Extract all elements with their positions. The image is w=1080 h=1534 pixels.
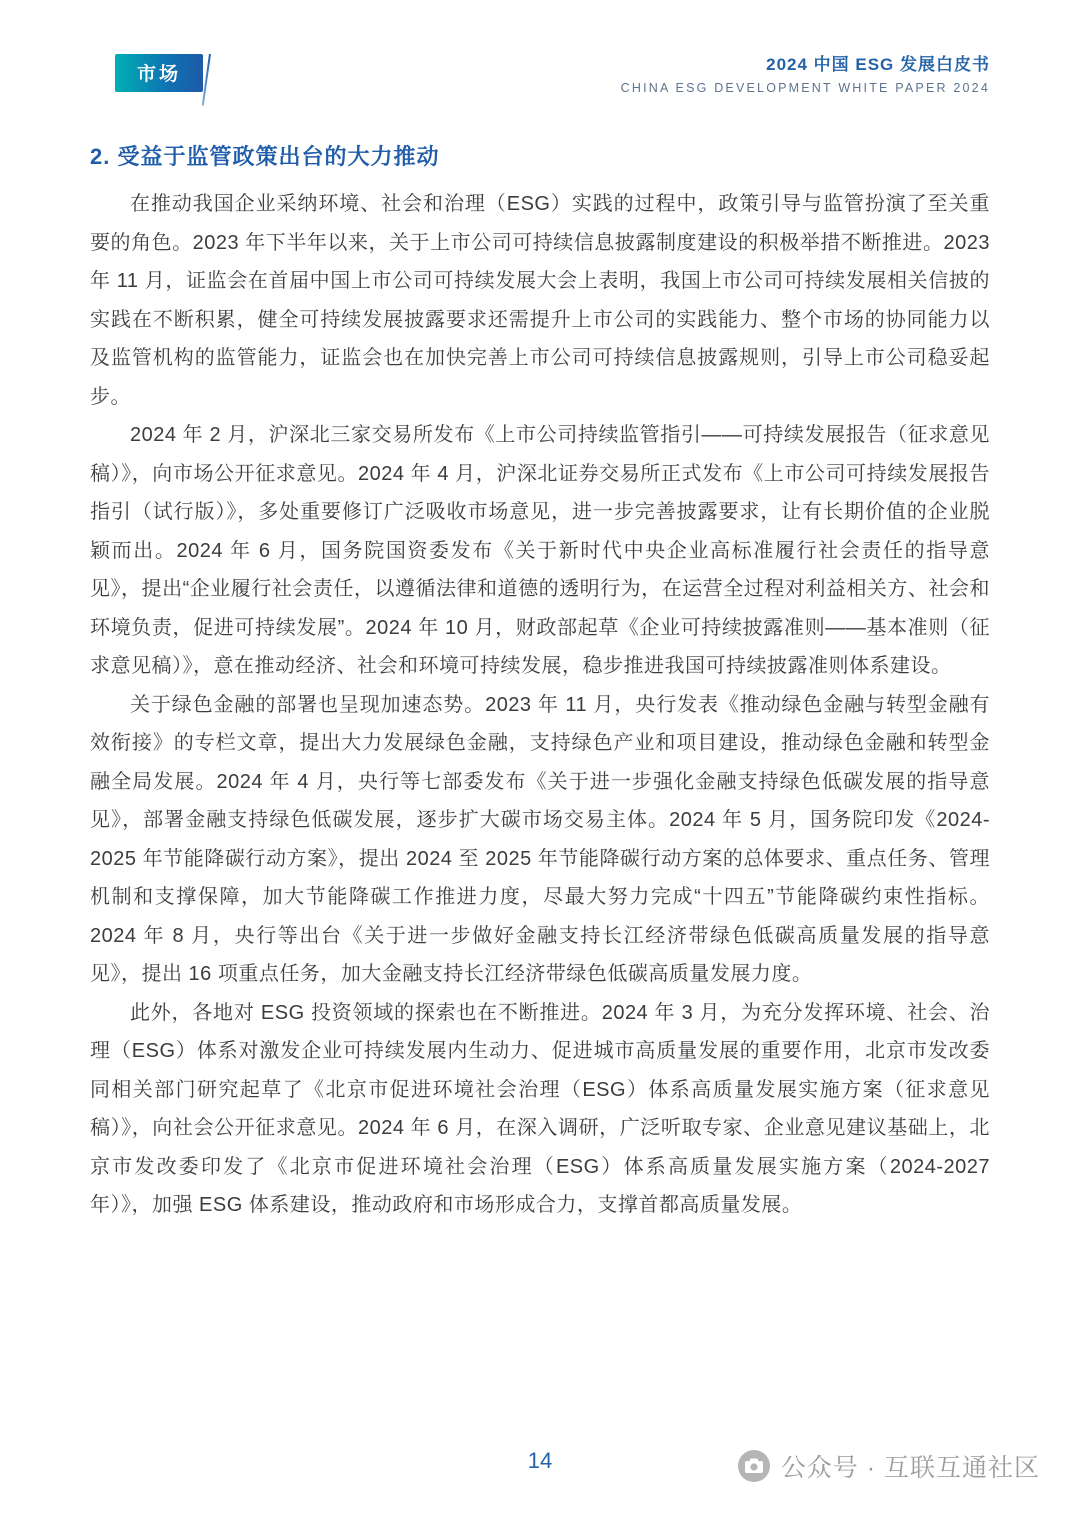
report-title-cn: 2024 中国 ESG 发展白皮书 [766,55,990,74]
paragraph-1: 在推动我国企业采纳环境、社会和治理（ESG）实践的过程中，政策引导与监管扮演了至关重要的角色。2023 年下半年以来，关于上市公司可持续信息披露制度建设的积极举措不断推进。2023 年 11 月，证监会在首届中国上市公司可持续发展大会上表明，我国上市公司可持续发展相关信披的实践在不断积累，健全可持续发展披露要求还需提升上市公司的实践能力、整个市场的协同能力以及监管机构的监管能力，证监会也在加快完善上市公司可持续信息披露规则，引导上市公司稳妥起步。 [90,193,990,408]
section-badge-wrap [115,54,203,92]
section-badge: 市场 [115,54,203,92]
paragraph-2: 2024 年 2 月，沪深北三家交易所发布《上市公司持续监管指引——可持续发展报告（征求意见稿）》，向市场公开征求意见。2024 年 4 月，沪深北证券交易所正式发布《上市公司可持续发展报告指引（试行版）》，多处重要修订广泛吸收市场意见，进一步完善披露要求，让有长期价值的企业脱颖而出。2024 年 6 月，国务院国资委发布《关于新时代中央企业高标准履行社会责任的指导意见》，提出“企业履行社会责任，以遵循法律和道德的透明行为，在运营全过程对利益相关方、社会和环境负责，促进可持续发展”。2024 年 10 月，财政部起草《企业可持续披露准则——基本准则（征求意见稿）》，意在推动经济、社会和环境可持续发展，稳步推进我国可持续披露准则体系建设。 [90,424,990,677]
header-titles [621,50,990,95]
page-number: 14 [527,1448,553,1473]
watermark [737,1448,1040,1484]
section-heading: 2. 受益于监管政策出台的大力推动 [90,144,440,169]
paragraph-4: 此外，各地对 ESG 投资领域的探索也在不断推进。2024 年 3 月，为充分发挥环境、社会、治理（ESG）体系对激发企业可持续发展内生动力、促进城市高质量发展的重要作用，北京市发改委同相关部门研究起草了《北京市促进环境社会治理（ESG）体系高质量发展实施方案（征求意见稿）》，向社会公开征求意见。2024 年 6 月，在深入调研，广泛听取专家、企业意见建议基础上，北京市发改委印发了《北京市促进环境社会治理（ESG）体系高质量发展实施方案（2024-2027 年）》，加强 ESG 体系建设，推动政府和市场形成合力，支撑首都高质量发展。 [90,1001,990,1216]
report-title-en: CHINA ESG DEVELOPMENT WHITE PAPER 2024 [620,81,990,95]
badge-divider-line [202,54,211,106]
watermark-text: 公众号 · 互联互通社区 [780,1454,1040,1482]
document-body [90,140,990,1225]
camera-icon [737,1449,771,1483]
page-header [90,50,990,110]
paragraph-3: 关于绿色金融的部署也呈现加速态势。2023 年 11 月，央行发表《推动绿色金融与转型金融有效衔接》的专栏文章，提出大力发展绿色金融，支持绿色产业和项目建设，推动绿色金融和转型金融全局发展。2024 年 4 月，央行等七部委发布《关于进一步强化金融支持绿色低碳发展的指导意见》，部署金融支持绿色低碳发展，逐步扩大碳市场交易主体。2024 年 5 月，国务院印发《2024-2025 年节能降碳行动方案》，提出 2024 至 2025 年节能降碳行动方案的总体要求、重点任务、管理机制和支撑保障，加大节能降碳工作推进力度，尽最大努力完成“十四五”节能降碳约束性指标。2024 年 8 月，央行等出台《关于进一步做好金融支持长江经济带绿色低碳高质量发展的指导意见》，提出 16 项重点任务，加大金融支持长江经济带绿色低碳高质量发展力度。 [90,693,990,985]
